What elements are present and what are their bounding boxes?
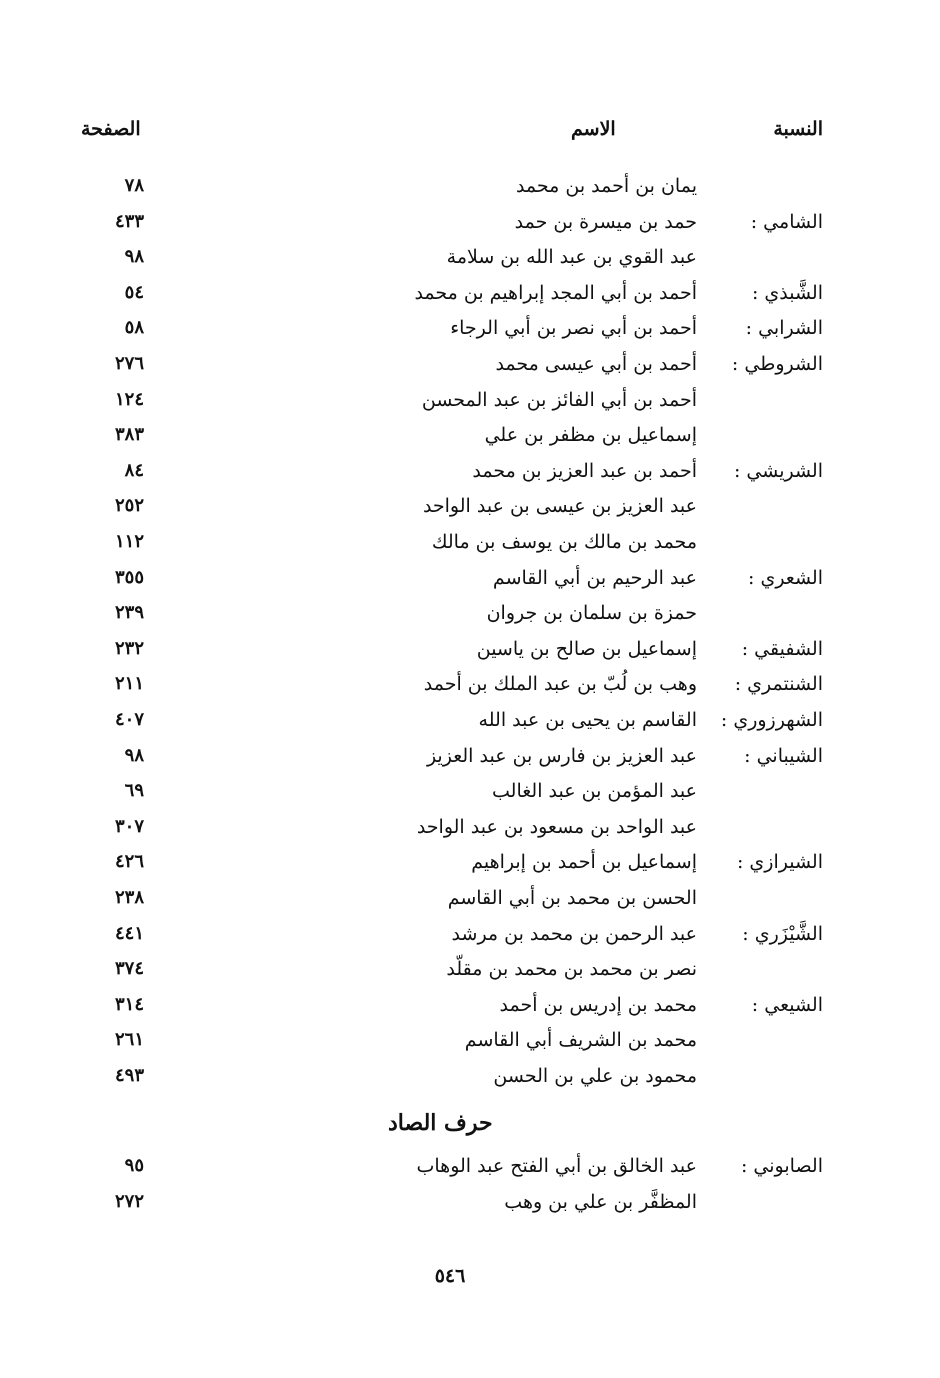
nisba-cell: الشهرزوري : — [720, 709, 823, 731]
table-row — [0, 816, 940, 850]
table-row — [0, 958, 940, 992]
name-cell: محمد بن الشريف أبي القاسم — [464, 1029, 697, 1052]
table-row — [0, 673, 940, 707]
page-cell: ٦٩ — [124, 780, 144, 802]
name-cell: محمد بن مالك بن يوسف بن مالك — [431, 531, 697, 553]
name-cell: إسماعيل بن مظفر بن علي — [484, 424, 697, 447]
name-cell: المظفَّر بن علي بن وهب — [504, 1190, 697, 1213]
name-cell: أحمد بن أبي عيسى محمد — [495, 353, 697, 375]
name-cell: عبد الواحد بن مسعود بن عبد الواحد — [416, 815, 697, 838]
table-row — [0, 246, 940, 280]
table-row — [0, 389, 940, 423]
name-cell: حمزة بن سلمان بن جروان — [486, 602, 697, 625]
table-row — [0, 602, 940, 636]
page-cell: ٥٤ — [124, 281, 144, 303]
page-cell: ٨٤ — [124, 459, 144, 481]
name-cell: أحمد بن أبي الفائز بن عبد المحسن — [421, 388, 697, 411]
name-cell: عبد المؤمن بن عبد الغالب — [492, 780, 697, 803]
page-cell: ١١٢ — [114, 531, 144, 552]
page-cell: ٢١١ — [114, 673, 144, 695]
name-cell: وهب بن لُبّ بن عبد الملك بن أحمد — [423, 673, 697, 696]
page-cell: ٤٩٣ — [114, 1065, 144, 1086]
nisba-cell: الشروطي : — [731, 353, 823, 375]
name-cell: حمد بن ميسرة بن حمد — [514, 210, 697, 233]
table-row — [0, 887, 940, 921]
page-cell: ٢٣٨ — [114, 887, 144, 908]
page-cell: ٧٨ — [124, 175, 144, 196]
page-cell: ٢٣٢ — [114, 637, 144, 659]
table-row — [0, 1029, 940, 1063]
name-cell: الحسن بن محمد بن أبي القاسم — [447, 887, 697, 909]
table-row — [0, 1191, 940, 1225]
name-cell: إسماعيل بن أحمد بن إبراهيم — [471, 851, 697, 874]
page-cell: ٤٢٦ — [114, 851, 144, 873]
name-cell: عبد الرحيم بن أبي القاسم — [492, 566, 697, 589]
page-cell: ٩٨ — [124, 246, 144, 268]
table-row — [0, 424, 940, 458]
table-row — [0, 1155, 940, 1189]
page-cell: ٢٧٢ — [114, 1190, 144, 1212]
table-row — [0, 923, 940, 957]
name-cell: نصر بن محمد بن محمد بن مقلّد — [446, 958, 697, 981]
nisba-cell: الشيعي : — [751, 993, 823, 1016]
nisba-cell: الشريشي : — [733, 459, 823, 482]
nisba-cell: الشفيقي : — [741, 637, 823, 660]
table-row — [0, 1065, 940, 1099]
page-cell: ٢٧٦ — [114, 353, 144, 374]
table-row — [0, 531, 940, 565]
nisba-cell: الشامي : — [750, 210, 823, 233]
page-cell: ٤٠٧ — [114, 709, 144, 730]
table-row — [0, 994, 940, 1028]
name-cell: عبد العزيز بن فارس بن عبد العزيز — [426, 744, 697, 767]
nisba-cell: الشعري : — [748, 566, 823, 589]
page-cell: ٢٥٢ — [114, 495, 144, 517]
page-number: ٥٤٦ — [434, 1265, 466, 1287]
header-nisba: النسبة — [773, 118, 823, 140]
nisba-cell: الصابوني : — [740, 1155, 823, 1177]
name-cell: أحمد بن عبد العزيز بن محمد — [472, 459, 697, 482]
name-cell: عبد الرحمن بن محمد بن مرشد — [451, 922, 697, 945]
nisba-cell: الشرابي : — [745, 317, 823, 340]
name-cell: أحمد بن أبي نصر بن أبي الرجاء — [450, 317, 697, 340]
page-cell: ٢٣٩ — [114, 602, 144, 624]
page-cell: ٢٦١ — [114, 1029, 144, 1051]
table-row — [0, 282, 940, 316]
table-row — [0, 851, 940, 885]
table-row — [0, 495, 940, 529]
name-cell: إسماعيل بن صالح بن ياسين — [476, 637, 697, 660]
name-cell: عبد القوي بن عبد الله بن سلامة — [446, 246, 697, 269]
page-cell: ٣٨٣ — [114, 424, 144, 446]
name-cell: يمان بن أحمد بن محمد — [515, 175, 697, 197]
page-cell: ٣٠٧ — [114, 815, 144, 837]
name-cell: القاسم بن يحيى بن عبد الله — [478, 709, 697, 731]
name-cell: محمود بن علي بن الحسن — [493, 1065, 697, 1087]
nisba-cell: الشَّبذي : — [751, 281, 823, 304]
nisba-cell: الشيرازي : — [736, 851, 823, 874]
name-cell: محمد بن إدريس بن أحمد — [499, 993, 697, 1016]
nisba-cell: الشنتمري : — [734, 673, 823, 696]
table-row — [0, 638, 940, 672]
name-cell: عبد الخالق بن أبي الفتح عبد الوهاب — [416, 1155, 697, 1177]
page-cell: ١٢٤ — [114, 388, 144, 410]
page-cell: ٩٥ — [124, 1155, 144, 1176]
table-row — [0, 780, 940, 814]
table-row — [0, 353, 940, 387]
nisba-cell: الشيباني : — [744, 744, 823, 767]
table-row — [0, 175, 940, 209]
page-cell: ٣٧٤ — [114, 958, 144, 980]
page-cell: ٤٣٣ — [114, 210, 144, 232]
page-cell: ٤٤١ — [114, 922, 144, 944]
page-cell: ٣٥٥ — [114, 566, 144, 588]
table-row — [0, 709, 940, 743]
section-title: حرف الصاد — [388, 1110, 493, 1136]
header-name: الاسم — [571, 118, 616, 140]
nisba-cell: الشَّيْزَري : — [742, 922, 823, 945]
page-cell: ٩٨ — [124, 744, 144, 766]
header-page: الصفحة — [81, 118, 141, 140]
table-row — [0, 567, 940, 601]
table-row — [0, 745, 940, 779]
name-cell: عبد العزيز بن عيسى بن عبد الواحد — [422, 495, 697, 518]
table-row — [0, 317, 940, 351]
page-cell: ٥٨ — [124, 317, 144, 339]
table-row — [0, 211, 940, 245]
name-cell: أحمد بن أبي المجد إبراهيم بن محمد — [414, 281, 697, 304]
table-row — [0, 460, 940, 494]
page-cell: ٣١٤ — [114, 993, 144, 1015]
